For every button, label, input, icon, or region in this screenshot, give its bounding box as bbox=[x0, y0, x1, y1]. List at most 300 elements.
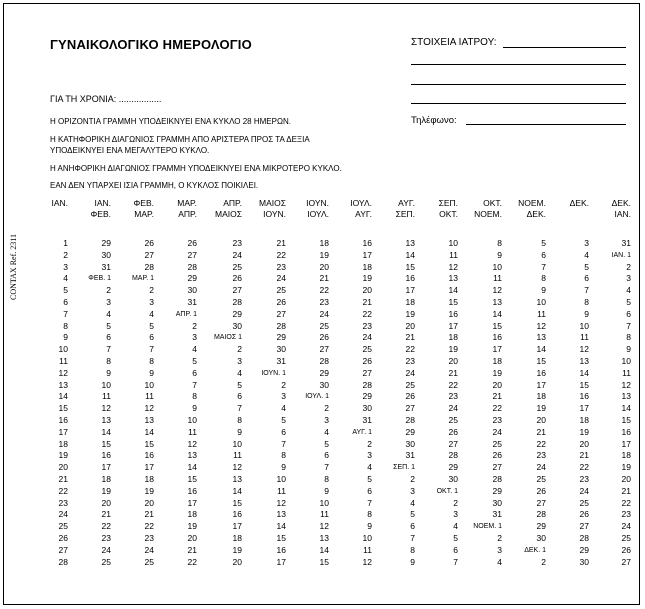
table-cell: 12 bbox=[144, 403, 154, 414]
table-cell: 13 bbox=[187, 450, 197, 461]
table-cell: 11 bbox=[145, 391, 154, 402]
table-row bbox=[38, 332, 631, 344]
table-cell: 17 bbox=[579, 403, 589, 414]
table-cell: 5 bbox=[106, 320, 111, 331]
column-header-line-2: ΣΕΠ. bbox=[395, 209, 415, 219]
table-cell: 24 bbox=[276, 273, 286, 284]
table-cell: 7 bbox=[584, 285, 589, 296]
table-cell: 12 bbox=[362, 556, 372, 567]
table-cell: 5 bbox=[584, 261, 589, 272]
table-cell: 24 bbox=[492, 426, 502, 437]
table-cell: 24 bbox=[621, 521, 631, 532]
table-cell: 21 bbox=[579, 450, 589, 461]
table-cell: 17 bbox=[405, 285, 415, 296]
table-cell: ΜΑΡ. 1 bbox=[131, 275, 154, 283]
column-header bbox=[458, 198, 502, 238]
column-header-line-2: ΜΑΙΟΣ bbox=[215, 209, 242, 219]
table-cell: 2 bbox=[237, 344, 242, 355]
column-header-line-1: ΝΟΕΜ. bbox=[518, 198, 546, 208]
table-cell: 3 bbox=[626, 273, 631, 284]
column-header-line-1: ΙΑΝ. bbox=[51, 198, 68, 208]
table-cell: 16 bbox=[579, 391, 589, 402]
table-cell: 22 bbox=[405, 344, 415, 355]
table-cell: 2 bbox=[626, 261, 631, 272]
table-row bbox=[38, 250, 631, 262]
table-cell: 17 bbox=[276, 556, 286, 567]
table-cell: 23 bbox=[405, 355, 415, 366]
table-cell: 14 bbox=[187, 462, 197, 473]
doctor-line-3[interactable] bbox=[411, 84, 626, 85]
table-cell: 23 bbox=[536, 450, 546, 461]
table-cell: 3 bbox=[324, 414, 329, 425]
table-cell: 18 bbox=[362, 261, 372, 272]
table-cell: 26 bbox=[448, 426, 458, 437]
table-cell: 22 bbox=[187, 556, 197, 567]
column-header-line-1: ΦΕΒ. bbox=[133, 198, 154, 208]
table-cell: 24 bbox=[579, 485, 589, 496]
table-cell: 3 bbox=[497, 544, 502, 555]
table-cell: 21 bbox=[362, 296, 372, 307]
table-cell: 30 bbox=[492, 497, 502, 508]
table-cell: 18 bbox=[319, 238, 329, 248]
table-cell: 25 bbox=[536, 473, 546, 484]
table-cell: 6 bbox=[324, 450, 329, 461]
table-row bbox=[38, 462, 631, 474]
table-cell: 9 bbox=[626, 344, 631, 355]
table-cell: 11 bbox=[580, 332, 589, 343]
table-row bbox=[38, 285, 631, 297]
table-cell: 30 bbox=[362, 403, 372, 414]
table-cell: 21 bbox=[405, 332, 415, 343]
table-cell: 8 bbox=[410, 544, 415, 555]
column-header-line-2: ΙΑΝ. bbox=[614, 209, 631, 219]
table-cell: 18 bbox=[58, 438, 68, 449]
table-cell: 17 bbox=[621, 438, 631, 449]
table-cell: 4 bbox=[106, 308, 111, 319]
table-cell: 2 bbox=[367, 438, 372, 449]
table-cell: 13 bbox=[492, 296, 502, 307]
table-cell: 3 bbox=[106, 296, 111, 307]
note-shorter-cycle: Η ΑΝΗΦΟΡΙΚΗ ΔΙΑΓΩΝΙΟΣ ΓΡΑΜΜΗ ΥΠΟΔΕΙΚΝΥΕΙ ΕΝΑ ΜΙΚΡΟΤΕΡΟ ΚΥΚΛΟ. bbox=[50, 164, 342, 173]
table-cell: 25 bbox=[319, 320, 329, 331]
table-cell: 21 bbox=[536, 426, 546, 437]
table-cell: 15 bbox=[448, 296, 458, 307]
table-cell: 27 bbox=[232, 285, 242, 296]
table-cell: 5 bbox=[237, 379, 242, 390]
column-header bbox=[589, 198, 631, 238]
table-cell: 24 bbox=[536, 462, 546, 473]
table-cell: 10 bbox=[579, 320, 589, 331]
table-cell: 10 bbox=[101, 379, 111, 390]
column-header bbox=[546, 198, 589, 238]
table-cell: 13 bbox=[144, 414, 154, 425]
table-row bbox=[38, 356, 631, 368]
table-cell: 12 bbox=[58, 367, 68, 378]
table-cell: 10 bbox=[276, 473, 286, 484]
table-cell: 13 bbox=[621, 391, 631, 402]
table-cell: 22 bbox=[448, 379, 458, 390]
table-cell: 10 bbox=[144, 379, 154, 390]
table-cell: 10 bbox=[492, 261, 502, 272]
table-cell: 29 bbox=[232, 308, 242, 319]
table-cell: 18 bbox=[405, 296, 415, 307]
doctor-line-2[interactable] bbox=[411, 64, 626, 65]
table-cell: 17 bbox=[536, 379, 546, 390]
table-cell: 29 bbox=[492, 485, 502, 496]
table-cell: ΑΥΓ. 1 bbox=[352, 428, 372, 436]
table-cell: 8 bbox=[281, 450, 286, 461]
table-cell: 27 bbox=[362, 367, 372, 378]
table-cell: 25 bbox=[405, 379, 415, 390]
table-cell: 25 bbox=[276, 285, 286, 296]
table-cell: 21 bbox=[448, 367, 458, 378]
table-cell: 27 bbox=[319, 344, 329, 355]
table-cell: 25 bbox=[579, 497, 589, 508]
table-cell: 6 bbox=[584, 273, 589, 284]
table-cell: 28 bbox=[187, 261, 197, 272]
table-cell: 21 bbox=[319, 273, 329, 284]
table-cell: 28 bbox=[58, 556, 68, 567]
table-cell: 21 bbox=[492, 391, 502, 402]
table-cell: 10 bbox=[536, 296, 546, 307]
table-header-row bbox=[38, 198, 631, 238]
table-cell: 14 bbox=[536, 344, 546, 355]
table-cell: 9 bbox=[541, 285, 546, 296]
table-cell: 27 bbox=[187, 249, 197, 260]
table-cell: 26 bbox=[536, 485, 546, 496]
table-cell: 23 bbox=[621, 509, 631, 520]
table-cell: 7 bbox=[63, 308, 68, 319]
table-cell: 22 bbox=[536, 438, 546, 449]
table-cell: 12 bbox=[448, 261, 458, 272]
column-header bbox=[154, 198, 197, 238]
table-cell: 2 bbox=[324, 403, 329, 414]
table-cell: 18 bbox=[187, 509, 197, 520]
table-cell: 29 bbox=[579, 544, 589, 555]
column-header bbox=[286, 198, 329, 238]
table-cell: 5 bbox=[541, 238, 546, 248]
doctor-line-4[interactable] bbox=[411, 103, 626, 104]
table-cell: 27 bbox=[492, 462, 502, 473]
table-cell: 9 bbox=[192, 403, 197, 414]
table-cell: 9 bbox=[106, 367, 111, 378]
column-header-line-2: ΔΕΚ. bbox=[526, 209, 546, 219]
table-cell: 24 bbox=[448, 403, 458, 414]
table-cell: 20 bbox=[362, 285, 372, 296]
table-cell: 30 bbox=[579, 556, 589, 567]
table-cell: 30 bbox=[187, 285, 197, 296]
column-header-line-2: ΦΕΒ. bbox=[90, 209, 111, 219]
table-cell: 31 bbox=[362, 414, 372, 425]
table-cell: 2 bbox=[106, 285, 111, 296]
column-header bbox=[111, 198, 154, 238]
table-cell: 11 bbox=[277, 485, 286, 496]
table-row bbox=[38, 380, 631, 392]
table-cell: 5 bbox=[149, 320, 154, 331]
page-title: ΓΥΝΑΙΚΟΛΟΓΙΚΟ ΗΜΕΡΟΛΟΓΙΟ bbox=[50, 37, 252, 52]
table-cell: 16 bbox=[232, 509, 242, 520]
table-cell: 27 bbox=[276, 308, 286, 319]
table-cell: 11 bbox=[233, 450, 242, 461]
table-row bbox=[38, 415, 631, 427]
table-cell: 29 bbox=[101, 238, 111, 248]
table-cell: 3 bbox=[237, 355, 242, 366]
table-cell: 10 bbox=[58, 344, 68, 355]
table-cell: 11 bbox=[449, 249, 458, 260]
table-row bbox=[38, 238, 631, 250]
column-header-line-1: ΑΥΓ. bbox=[398, 198, 415, 208]
table-cell: 15 bbox=[621, 414, 631, 425]
table-cell: 10 bbox=[232, 438, 242, 449]
table-cell: 20 bbox=[319, 261, 329, 272]
table-cell: 13 bbox=[101, 414, 111, 425]
table-cell: 16 bbox=[144, 450, 154, 461]
table-cell: 31 bbox=[492, 509, 502, 520]
column-header-line-1: ΜΑΡ. bbox=[177, 198, 197, 208]
column-header-line-2: ΙΟΥΝ. bbox=[263, 209, 286, 219]
table-cell: 21 bbox=[187, 544, 197, 555]
table-cell: 14 bbox=[621, 403, 631, 414]
table-cell: 6 bbox=[106, 332, 111, 343]
column-header-line-1: ΔΕΚ. bbox=[611, 198, 631, 208]
table-cell: 11 bbox=[102, 391, 111, 402]
table-cell: 21 bbox=[101, 509, 111, 520]
table-cell: 23 bbox=[144, 532, 154, 543]
table-cell: 18 bbox=[621, 450, 631, 461]
table-cell: ΝΟΕΜ. 1 bbox=[473, 523, 502, 531]
table-cell: 20 bbox=[492, 379, 502, 390]
table-cell: 15 bbox=[187, 473, 197, 484]
table-cell: 26 bbox=[492, 450, 502, 461]
column-header-line-1: ΔΕΚ. bbox=[569, 198, 589, 208]
table-cell: 16 bbox=[58, 414, 68, 425]
table-cell: 25 bbox=[362, 344, 372, 355]
table-cell: 14 bbox=[448, 285, 458, 296]
table-cell: 30 bbox=[101, 249, 111, 260]
table-cell: 17 bbox=[362, 249, 372, 260]
column-header bbox=[502, 198, 546, 238]
table-cell: 27 bbox=[448, 438, 458, 449]
table-cell: 15 bbox=[276, 532, 286, 543]
table-cell: 14 bbox=[319, 544, 329, 555]
table-cell: 26 bbox=[405, 391, 415, 402]
column-header-line-2: ΑΥΓ. bbox=[355, 209, 372, 219]
phone-line[interactable] bbox=[466, 124, 626, 125]
table-cell: 7 bbox=[237, 403, 242, 414]
table-cell: 10 bbox=[448, 238, 458, 248]
table-cell: 8 bbox=[237, 414, 242, 425]
table-cell: 17 bbox=[101, 462, 111, 473]
table-cell: 19 bbox=[448, 344, 458, 355]
doctor-line-1[interactable] bbox=[503, 47, 626, 48]
table-cell: 4 bbox=[367, 462, 372, 473]
table-cell: 6 bbox=[410, 521, 415, 532]
table-cell: 13 bbox=[319, 532, 329, 543]
table-row bbox=[38, 309, 631, 321]
table-row bbox=[38, 391, 631, 403]
table-cell: 24 bbox=[319, 308, 329, 319]
table-cell: 26 bbox=[232, 273, 242, 284]
table-row bbox=[38, 557, 631, 569]
table-cell: 28 bbox=[405, 414, 415, 425]
table-cell: 14 bbox=[405, 249, 415, 260]
table-cell: 8 bbox=[367, 509, 372, 520]
table-cell: 17 bbox=[187, 497, 197, 508]
table-cell: 12 bbox=[579, 344, 589, 355]
column-header bbox=[68, 198, 111, 238]
table-cell: 9 bbox=[63, 332, 68, 343]
table-cell: 13 bbox=[232, 473, 242, 484]
table-cell: 2 bbox=[281, 379, 286, 390]
table-cell: ΙΟΥΛ. 1 bbox=[305, 393, 329, 401]
table-cell: 26 bbox=[621, 544, 631, 555]
table-row bbox=[38, 486, 631, 498]
table-cell: 16 bbox=[362, 238, 372, 248]
table-cell: 9 bbox=[149, 367, 154, 378]
table-cell: 6 bbox=[453, 544, 458, 555]
table-row bbox=[38, 474, 631, 486]
table-cell: 15 bbox=[536, 355, 546, 366]
table-cell: 15 bbox=[579, 379, 589, 390]
table-cell: 19 bbox=[405, 308, 415, 319]
column-header-line-1: ΑΠΡ. bbox=[223, 198, 242, 208]
column-header-line-1: ΙΟΥΝ. bbox=[306, 198, 329, 208]
table-cell: 20 bbox=[405, 320, 415, 331]
table-cell: 24 bbox=[144, 544, 154, 555]
doctor-details-label: ΣΤΟΙΧΕΙΑ ΙΑΤΡΟΥ: bbox=[411, 37, 497, 48]
note-variable-cycle: ΕΑΝ ΔΕΝ ΥΠΑΡΧΕΙ ΙΣΙΑ ΓΡΑΜΜΗ, Ο ΚΥΚΛΟΣ ΠΟΙΚΙΛΕΙ. bbox=[50, 181, 259, 190]
table-cell: 25 bbox=[448, 414, 458, 425]
column-header-line-1: ΟΚΤ. bbox=[483, 198, 502, 208]
note-28-day-cycle: Η ΟΡΙΖΟΝΤΙΑ ΓΡΑΜΜΗ ΥΠΟΔΕΙΚΝΥΕΙ ΕΝΑ ΚΥΚΛΟ 28 ΗΜΕΡΩΝ. bbox=[50, 117, 291, 126]
table-cell: 27 bbox=[58, 544, 68, 555]
table-cell: 16 bbox=[405, 273, 415, 284]
table-cell: 25 bbox=[621, 532, 631, 543]
table-cell: 26 bbox=[362, 355, 372, 366]
table-cell: 9 bbox=[324, 485, 329, 496]
table-cell: 23 bbox=[232, 238, 242, 248]
table-cell: 19 bbox=[101, 485, 111, 496]
table-cell: 24 bbox=[362, 332, 372, 343]
table-cell: 12 bbox=[187, 438, 197, 449]
table-cell: 3 bbox=[63, 261, 68, 272]
table-row bbox=[38, 368, 631, 380]
table-cell: 26 bbox=[144, 238, 154, 248]
table-cell: 10 bbox=[362, 532, 372, 543]
column-header-line-1: ΙΟΥΛ. bbox=[350, 198, 372, 208]
table-cell: 28 bbox=[536, 509, 546, 520]
table-cell: 13 bbox=[58, 379, 68, 390]
table-cell: 11 bbox=[493, 273, 502, 284]
table-row bbox=[38, 344, 631, 356]
table-cell: 16 bbox=[621, 426, 631, 437]
table-cell: 28 bbox=[276, 320, 286, 331]
table-row bbox=[38, 321, 631, 333]
table-cell: 23 bbox=[362, 320, 372, 331]
table-cell: 9 bbox=[237, 426, 242, 437]
table-cell: 16 bbox=[101, 450, 111, 461]
table-cell: 18 bbox=[448, 332, 458, 343]
table-cell: 29 bbox=[319, 367, 329, 378]
table-cell: 17 bbox=[448, 320, 458, 331]
table-row bbox=[38, 450, 631, 462]
table-cell: 5 bbox=[453, 532, 458, 543]
table-cell: 28 bbox=[579, 532, 589, 543]
table-cell: 4 bbox=[324, 426, 329, 437]
table-cell: 7 bbox=[626, 320, 631, 331]
table-row bbox=[38, 273, 631, 285]
table-cell: 20 bbox=[144, 497, 154, 508]
table-cell: 18 bbox=[232, 532, 242, 543]
table-cell: ΙΟΥΝ. 1 bbox=[261, 369, 286, 377]
table-cell: 28 bbox=[448, 450, 458, 461]
table-cell: 14 bbox=[58, 391, 68, 402]
table-cell: 30 bbox=[276, 344, 286, 355]
table-cell: 20 bbox=[621, 473, 631, 484]
table-cell: 12 bbox=[536, 320, 546, 331]
column-header bbox=[197, 198, 242, 238]
table-cell: 6 bbox=[541, 249, 546, 260]
table-cell: 23 bbox=[492, 414, 502, 425]
table-cell: 20 bbox=[232, 556, 242, 567]
table-cell: 27 bbox=[579, 521, 589, 532]
table-row bbox=[38, 533, 631, 545]
table-cell: 14 bbox=[276, 521, 286, 532]
table-cell: 23 bbox=[101, 532, 111, 543]
table-cell: 25 bbox=[101, 556, 111, 567]
table-cell: ΜΑΙΟΣ 1 bbox=[213, 334, 242, 342]
note-longer-cycle-1: Η ΚΑΤΗΦΟΡΙΚΗ ΔΙΑΓΩΝΙΟΣ ΓΡΑΜΜΗ ΑΠΟ ΑΡΙΣΤΕΡΑ ΠΡΟΣ ΤΑ ΔΕΞΙΑ bbox=[50, 135, 310, 144]
table-cell: 28 bbox=[144, 261, 154, 272]
table-cell: 12 bbox=[492, 285, 502, 296]
table-cell: 7 bbox=[453, 556, 458, 567]
table-cell: 3 bbox=[192, 332, 197, 343]
column-header bbox=[415, 198, 458, 238]
table-cell: 22 bbox=[101, 521, 111, 532]
column-header-line-2: ΝΟΕΜ. bbox=[474, 209, 502, 219]
column-header bbox=[372, 198, 415, 238]
column-header-line-1: ΜΑΙΟΣ bbox=[259, 198, 286, 208]
phone-label: Τηλέφωνο: bbox=[411, 115, 457, 126]
table-cell: 22 bbox=[58, 485, 68, 496]
table-cell: 19 bbox=[144, 485, 154, 496]
table-cell: 7 bbox=[541, 261, 546, 272]
table-cell: 29 bbox=[362, 391, 372, 402]
table-cell: 7 bbox=[149, 344, 154, 355]
table-cell: 30 bbox=[448, 473, 458, 484]
table-cell: 15 bbox=[492, 320, 502, 331]
table-cell: 17 bbox=[232, 521, 242, 532]
table-cell: 16 bbox=[448, 308, 458, 319]
table-cell: 31 bbox=[101, 261, 111, 272]
table-cell: 22 bbox=[144, 521, 154, 532]
table-cell: 2 bbox=[453, 497, 458, 508]
table-cell: 2 bbox=[63, 249, 68, 260]
table-cell: 7 bbox=[367, 497, 372, 508]
table-cell: 9 bbox=[367, 521, 372, 532]
table-cell: 14 bbox=[144, 426, 154, 437]
table-cell: 29 bbox=[276, 332, 286, 343]
table-cell: 23 bbox=[579, 473, 589, 484]
table-cell: 5 bbox=[63, 285, 68, 296]
table-cell: 4 bbox=[410, 497, 415, 508]
table-cell: 15 bbox=[58, 403, 68, 414]
table-cell: 31 bbox=[621, 238, 631, 248]
table-cell: 25 bbox=[58, 521, 68, 532]
table-cell: 12 bbox=[276, 497, 286, 508]
table-cell: 27 bbox=[621, 556, 631, 567]
table-cell: 18 bbox=[536, 391, 546, 402]
